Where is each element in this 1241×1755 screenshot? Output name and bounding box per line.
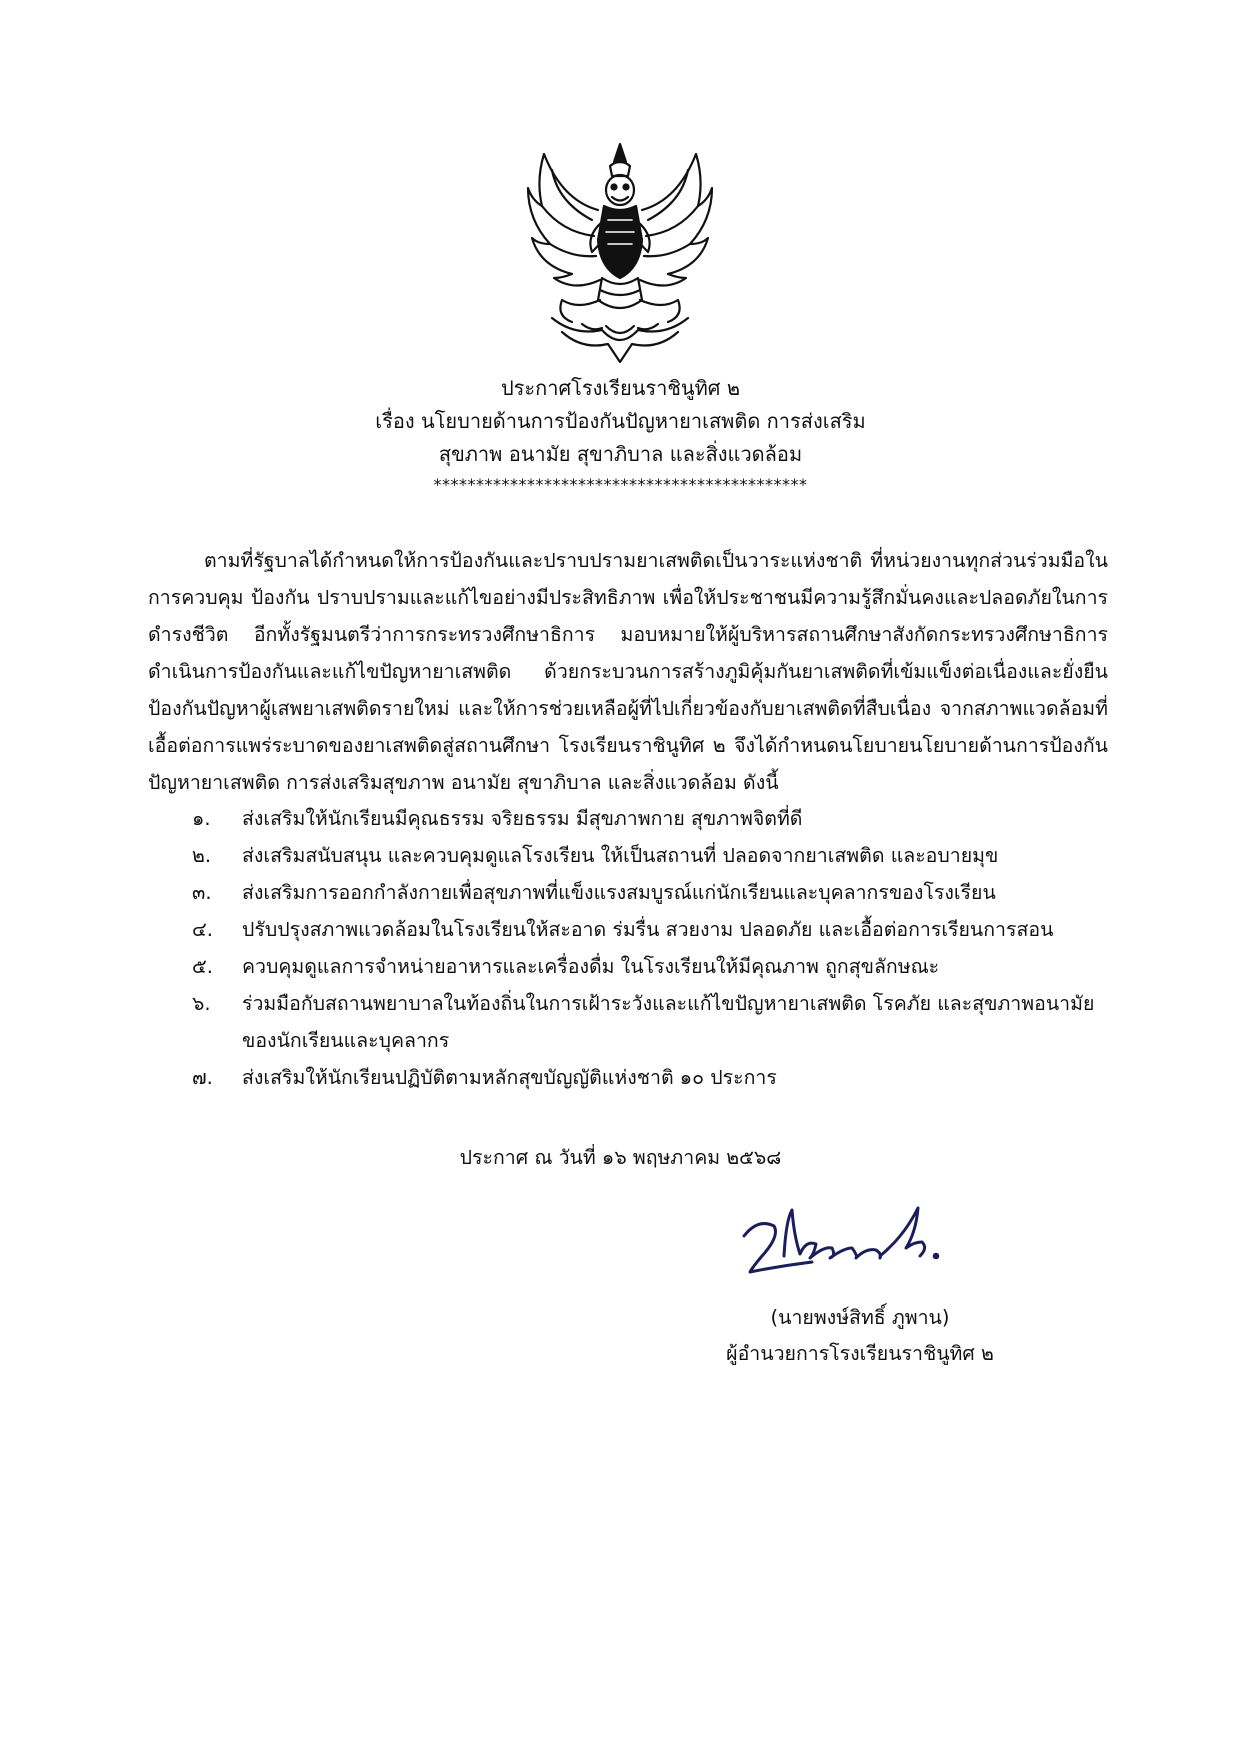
list-item-number: ๕. — [192, 955, 213, 978]
signer-name: (นายพงษ์สิทธิ์ ภูพาน) — [770, 1306, 950, 1329]
list-item — [192, 800, 1112, 837]
body-paragraph: ตามที่รัฐบาลได้กำหนดให้การป้องกันและปราบปรามยาเสพติดเป็นวาระแห่งชาติ ที่หน่วยงานทุกส่วนร่วมมือในการควบคุม ป้องกัน ปราบปรามและแก้ไขอย่างมีประสิทธิภาพ เพื่อให้ประชาชนมีความรู้สึกมั่นคงและปลอดภัยในการดำรงชีวิต อีกทั้งรัฐมนตรีว่าการกระทรวงศึกษาธิการ มอบหมายให้ผู้บริหารสถานศึกษาสังกัดกระทรวงศึกษาธิการ ดำเนินการป้องกันและแก้ไขปัญหายาเสพติด ด้วยกระบวนการสร้างภูมิคุ้มกันยาเสพติดที่เข้มแข็งต่อเนื่องและยั่งยืน ป้องกันปัญหาผู้เสพยาเสพติดรายใหม่ และให้การช่วยเหลือผู้ที่ไปเกี่ยวข้องกับยาเสพติดที่สืบเนื่อง จากสภาพแวดล้อมที่เอื้อต่อการแพร่ระบาดของยาเสพติดสู่สถานศึกษา โรงเรียนราชินูทิศ ๒ จึงได้กำหนดนโยบายนโยบายด้านการป้องกันปัญหายาเสพติด การส่งเสริมสุขภาพ อนามัย สุขาภิบาล และสิ่งแวดล้อม ดังนี้ — [148, 549, 1108, 794]
announcement-subject-line1: เรื่อง นโยบายด้านการป้องกันปัญหายาเสพติด การส่งเสริม — [375, 409, 866, 433]
list-item — [192, 874, 1112, 911]
list-item — [192, 1059, 1112, 1096]
announcement-issuer: ประกาศโรงเรียนราชินูทิศ ๒ — [500, 376, 741, 400]
list-item-number: ๓. — [192, 881, 212, 904]
list-item — [192, 985, 1112, 1059]
list-item-text: ร่วมมือกับสถานพยาบาลในท้องถิ่นในการเฝ้าระวังและแก้ไขปัญหายาเสพติด โรคภัย และสุขภาพอนามัยของนักเรียนและบุคลากร — [242, 992, 1095, 1052]
list-item-text: ปรับปรุงสภาพแวดล้อมในโรงเรียนให้สะอาด ร่มรื่น สวยงาม ปลอดภัย และเอื้อต่อการเรียนการสอน — [242, 918, 1054, 941]
handwritten-signature-icon — [740, 1196, 970, 1286]
announcement-header — [0, 372, 1241, 497]
signer-position: ผู้อำนวยการโรงเรียนราชินูทิศ ๒ — [726, 1342, 994, 1365]
signer-block — [680, 1300, 1040, 1372]
announcement-date: ประกาศ ณ วันที่ ๑๖ พฤษภาคม ๒๕๖๘ — [459, 1146, 782, 1169]
list-item-number: ๗. — [192, 1066, 213, 1089]
list-item-number: ๔. — [192, 918, 213, 941]
announcement-subject-line2: สุขภาพ อนามัย สุขาภิบาล และสิ่งแวดล้อม — [438, 442, 803, 466]
list-item-text: ส่งเสริมให้นักเรียนปฏิบัติตามหลักสุขบัญญัติแห่งชาติ ๑๐ ประการ — [242, 1066, 777, 1089]
list-item — [192, 837, 1112, 874]
policy-list — [192, 800, 1112, 1096]
header-separator: ******************************************** — [433, 475, 808, 494]
list-item-number: ๑. — [192, 807, 211, 830]
garuda-emblem-icon — [522, 140, 718, 366]
list-item — [192, 911, 1112, 948]
list-item-number: ๒. — [192, 844, 212, 867]
list-item — [192, 948, 1112, 985]
list-item-number: ๖. — [192, 992, 211, 1015]
list-item-text: ควบคุมดูแลการจำหน่ายอาหารและเครื่องดื่ม ในโรงเรียนให้มีคุณภาพ ถูกสุขลักษณะ — [242, 955, 940, 978]
list-item-text: ส่งเสริมสนับสนุน และควบคุมดูแลโรงเรียน ให้เป็นสถานที่ ปลอดจากยาเสพติด และอบายมุข — [242, 844, 999, 867]
list-item-text: ส่งเสริมการออกกำลังกายเพื่อสุขภาพที่แข็งแรงสมบูรณ์แก่นักเรียนและบุคลากรของโรงเรียน — [242, 881, 996, 904]
list-item-text: ส่งเสริมให้นักเรียนมีคุณธรรม จริยธรรม มีสุขภาพกาย สุขภาพจิตที่ดี — [242, 807, 803, 830]
